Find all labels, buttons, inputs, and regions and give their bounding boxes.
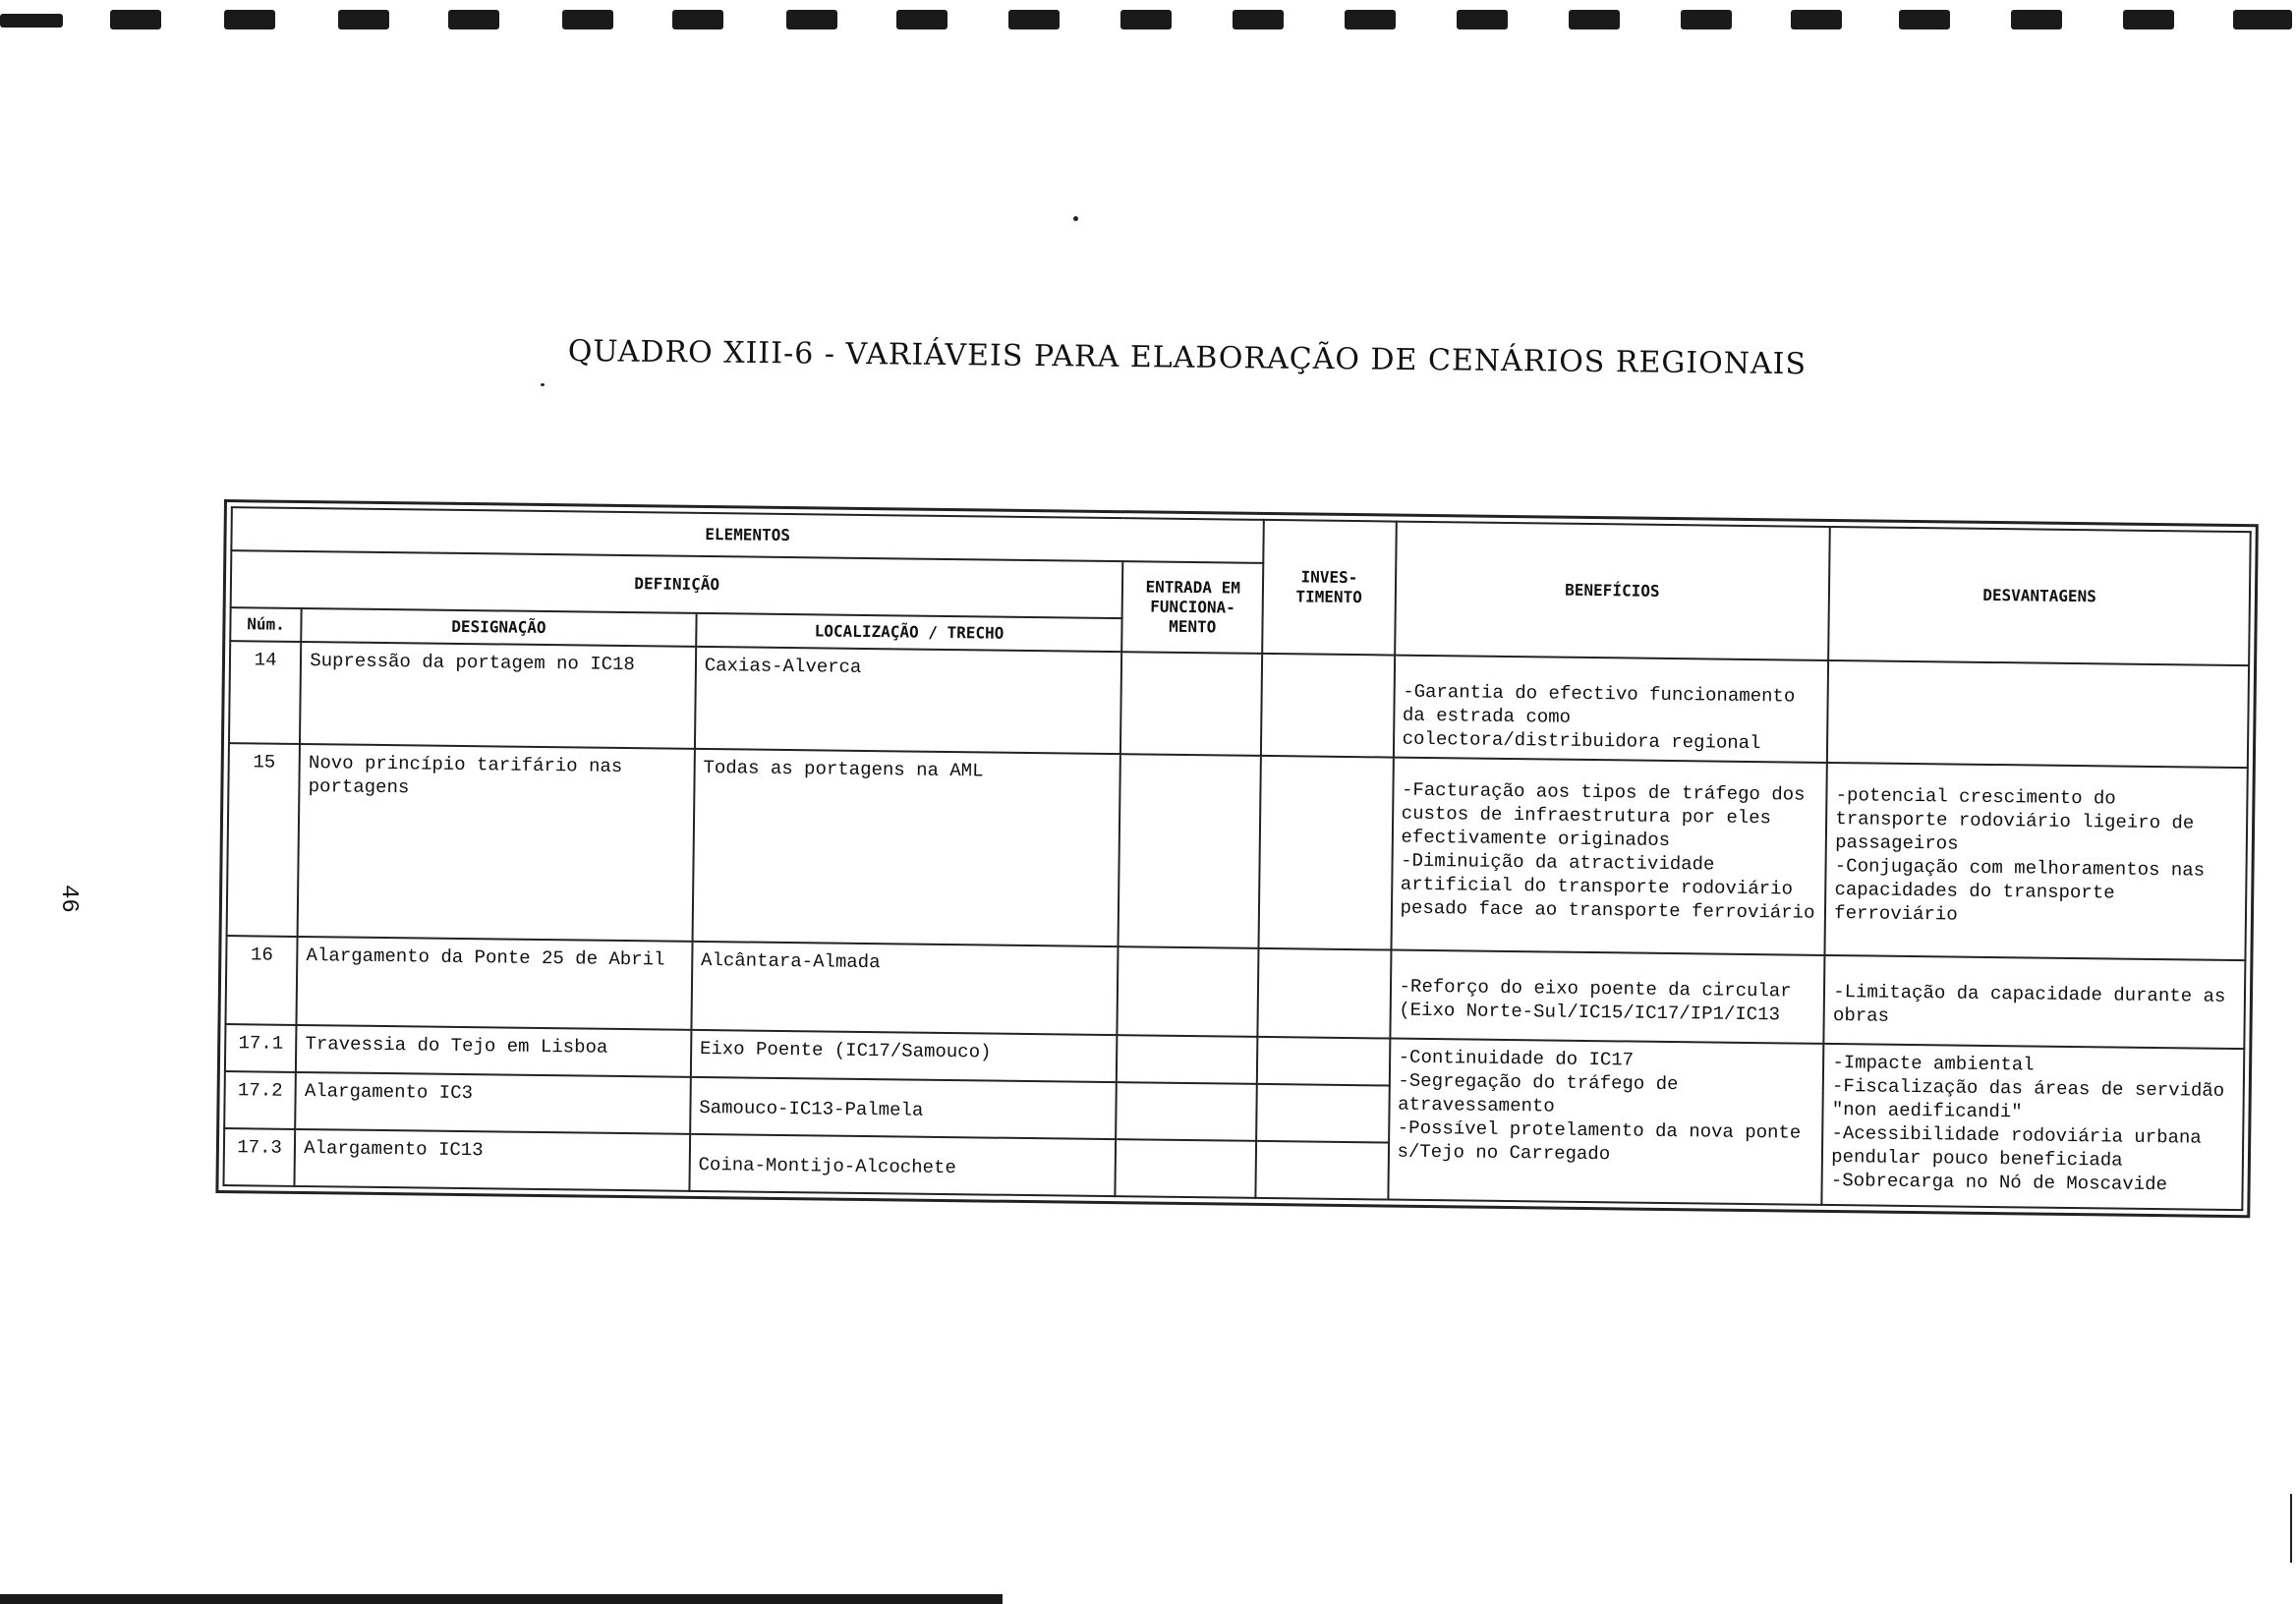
row-investimento (1256, 1084, 1389, 1143)
row-investimento (1257, 948, 1391, 1039)
binding-hole (224, 10, 275, 29)
speck (1073, 216, 1078, 221)
row-designacao: Supressão da portagem no IC18 (300, 642, 696, 749)
table (222, 506, 2251, 1211)
group17-beneficios: -Continuidade do IC17 -Segregação do tráfego de atravessamento -Possível protelamento da nova ponte s/Tejo no Carregado (1388, 1039, 1824, 1205)
row-beneficios: -Facturação aos tipos de tráfego dos custos de infraestrutura por eles efectivamente originados -Diminuição da atractividade artificial do transporte rodoviário pesado face ao transporte ferroviário (1391, 758, 1827, 955)
row-num: 16 (225, 936, 297, 1025)
scenario-variables-table (215, 499, 2258, 1218)
row-num: 15 (227, 743, 301, 937)
header-designacao: DESIGNAÇÃO (302, 608, 697, 647)
row-designacao: Novo princípio tarifário nas portagens (298, 744, 695, 942)
binding-hole (0, 14, 63, 28)
row-localizacao: Coina-Montijo-Alcochete (689, 1134, 1116, 1196)
binding-hole (896, 10, 947, 29)
row-beneficios: -Garantia do efectivo funcionamento da estrada como colectora/distribuidora regional (1393, 656, 1828, 763)
row-localizacao: Alcântara-Almada (691, 942, 1119, 1035)
row-entrada (1120, 652, 1262, 756)
binding-hole (2123, 10, 2174, 29)
header-definicao: DEFINIÇÃO (231, 550, 1123, 618)
binding-hole (338, 10, 389, 29)
binding-hole (1345, 10, 1396, 29)
speck (541, 383, 545, 386)
row-desvantagens: -Limitação da capacidade durante as obras (1824, 955, 2246, 1049)
row-localizacao: Caxias-Alverca (695, 647, 1122, 754)
binding-hole (2233, 10, 2292, 29)
row-entrada (1117, 1035, 1257, 1084)
binding-hole (448, 10, 499, 29)
page-number: 46 (55, 885, 82, 913)
header-entrada: ENTRADA EM FUNCIONA-MENTO (1122, 561, 1264, 654)
row-num: 14 (229, 641, 302, 744)
row-designacao: Alargamento da Ponte 25 de Abril (297, 937, 693, 1030)
row-designacao: Travessia do Tejo em Lisboa (296, 1025, 691, 1077)
row-entrada (1116, 1139, 1256, 1198)
binding-hole (2011, 10, 2062, 29)
row-designacao: Alargamento IC13 (295, 1129, 690, 1191)
header-elementos: ELEMENTOS (231, 507, 1264, 563)
scan-edge-line (0, 1594, 1003, 1604)
row-investimento (1259, 756, 1394, 950)
row-localizacao: Samouco-IC13-Palmela (690, 1077, 1117, 1139)
binding-hole (672, 10, 723, 29)
row-entrada (1117, 1082, 1257, 1141)
binding-hole (1899, 10, 1950, 29)
row-entrada (1119, 754, 1261, 948)
row-investimento (1255, 1141, 1388, 1200)
row-desvantagens: -potencial crescimento do transporte rodoviário ligeiro de passageiros -Conjugação com melhoramentos nas capacidades do transporte ferroviário (1825, 763, 2248, 960)
binding-hole (1791, 10, 1842, 29)
row-investimento (1257, 1037, 1390, 1086)
row-investimento (1261, 654, 1395, 758)
binding-hole (1569, 10, 1620, 29)
page-title: QUADRO XIII-6 - VARIÁVEIS PARA ELABORAÇÃO DE CENÁRIOS REGIONAIS (567, 334, 1808, 382)
binding-hole (1457, 10, 1508, 29)
table-row (227, 743, 2248, 960)
header-localizacao: LOCALIZAÇÃO / TRECHO (696, 613, 1122, 652)
row-localizacao: Eixo Poente (IC17/Samouco) (691, 1030, 1118, 1082)
header-investimento: INVES-TIMENTO (1262, 520, 1396, 656)
scan-edge-mark (2290, 1494, 2292, 1563)
binding-hole (562, 10, 613, 29)
header-beneficios: BENEFÍCIOS (1395, 522, 1830, 660)
row-designacao: Alargamento IC3 (295, 1072, 690, 1134)
row-desvantagens (1827, 660, 2249, 768)
binding-hole (1120, 10, 1172, 29)
row-entrada (1118, 946, 1259, 1037)
row-num: 17.3 (223, 1128, 295, 1186)
binding-hole (1233, 10, 1284, 29)
row-num: 17.2 (224, 1071, 296, 1129)
binding-holes (0, 0, 2296, 33)
group17-desvantagens: -Impacte ambiental -Fiscalização das áreas de servidão "non aedificandi" -Acessibilidade rodoviária urbana pendular pouco beneficiada -Sobrecarga no Nó de Moscavide (1822, 1044, 2245, 1210)
binding-hole (786, 10, 837, 29)
row-localizacao: Todas as portagens na AML (692, 749, 1120, 946)
header-desvantagens: DESVANTAGENS (1828, 527, 2250, 665)
row-beneficios: -Reforço do eixo poente da circular (Eixo Norte-Sul/IC15/IC17/IP1/IC13 (1390, 950, 1825, 1044)
binding-hole (110, 10, 161, 29)
header-num: Núm. (230, 607, 302, 642)
binding-hole (1008, 10, 1060, 29)
row-num: 17.1 (225, 1024, 297, 1072)
binding-hole (1681, 10, 1732, 29)
